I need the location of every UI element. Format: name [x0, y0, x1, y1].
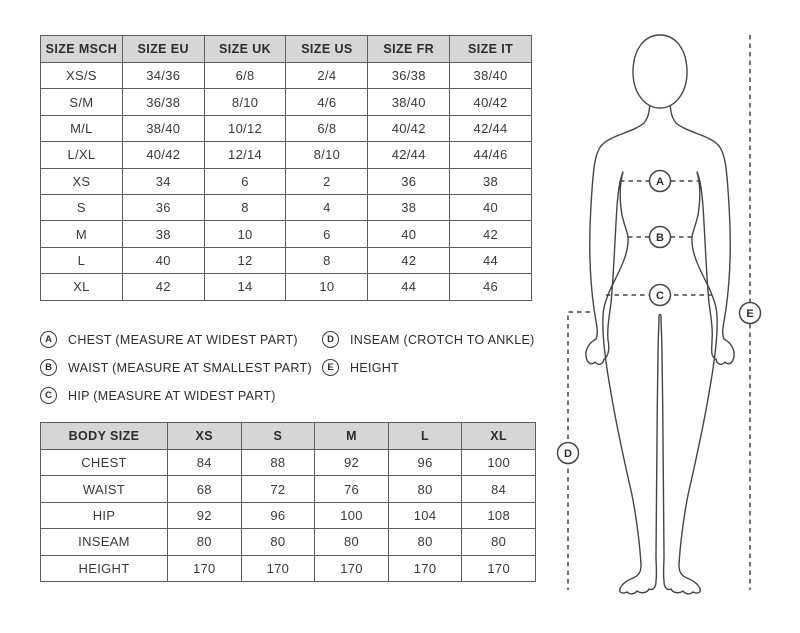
marker-chest-letter: A	[656, 176, 664, 188]
value-cell: 2/4	[286, 63, 368, 89]
row-label-cell: CHEST	[41, 450, 168, 476]
value-cell: 36	[368, 168, 450, 194]
value-cell: 46	[450, 274, 532, 300]
row-label-cell: L	[41, 247, 123, 273]
value-cell: 4/6	[286, 89, 368, 115]
value-cell: 92	[315, 450, 389, 476]
column-header: L	[388, 423, 462, 450]
value-cell: 80	[462, 529, 536, 555]
value-cell: 104	[388, 502, 462, 528]
value-cell: 170	[315, 555, 389, 581]
value-cell: 80	[168, 529, 242, 555]
row-label-cell: WAIST	[41, 476, 168, 502]
value-cell: 44	[450, 247, 532, 273]
row-label-cell: XS	[41, 168, 123, 194]
legend-item-a	[40, 329, 322, 350]
female-body-outline-illustration	[550, 25, 790, 615]
table-row	[41, 194, 532, 220]
size-conversion-table-head	[41, 36, 532, 63]
legend-item-label: WAIST (MEASURE AT SMALLEST PART)	[68, 360, 312, 375]
marker-height	[740, 303, 761, 324]
value-cell: 96	[388, 450, 462, 476]
column-header: SIZE US	[286, 36, 368, 63]
value-cell: 80	[388, 529, 462, 555]
value-cell: 84	[462, 476, 536, 502]
table-row	[41, 450, 536, 476]
value-cell: 80	[388, 476, 462, 502]
body-size-table-head	[41, 423, 536, 450]
table-row	[41, 89, 532, 115]
head-outline	[633, 35, 687, 108]
value-cell: 40/42	[368, 115, 450, 141]
value-cell: 42/44	[368, 142, 450, 168]
column-header: SIZE MSCH	[41, 36, 123, 63]
row-label-cell: S	[41, 194, 123, 220]
header-row	[41, 423, 536, 450]
value-cell: 14	[204, 274, 286, 300]
size-conversion-table-body	[41, 63, 532, 301]
value-cell: 40	[122, 247, 204, 273]
value-cell: 8	[286, 247, 368, 273]
column-header: BODY SIZE	[41, 423, 168, 450]
value-cell: 68	[168, 476, 242, 502]
value-cell: 170	[462, 555, 536, 581]
legend-column-right	[322, 329, 535, 378]
column-header: SIZE UK	[204, 36, 286, 63]
value-cell: 38/40	[368, 89, 450, 115]
header-row	[41, 36, 532, 63]
marker-waist	[650, 227, 671, 248]
legend-marker-circle: A	[40, 331, 57, 348]
value-cell: 34	[122, 168, 204, 194]
value-cell: 80	[315, 529, 389, 555]
value-cell: 2	[286, 168, 368, 194]
body-measurement-figure	[550, 25, 790, 615]
value-cell: 96	[241, 502, 315, 528]
row-label-cell: XL	[41, 274, 123, 300]
value-cell: 44/46	[450, 142, 532, 168]
value-cell: 44	[368, 274, 450, 300]
value-cell: 10	[204, 221, 286, 247]
value-cell: 34/36	[122, 63, 204, 89]
value-cell: 92	[168, 502, 242, 528]
legend-item-label: CHEST (MEASURE AT WIDEST PART)	[68, 332, 298, 347]
value-cell: 10	[286, 274, 368, 300]
table-row	[41, 221, 532, 247]
value-cell: 40	[450, 194, 532, 220]
value-cell: 10/12	[204, 115, 286, 141]
legend-marker-circle: D	[322, 331, 339, 348]
value-cell: 38	[368, 194, 450, 220]
marker-inseam	[558, 443, 579, 464]
legend-item-label: HIP (MEASURE AT WIDEST PART)	[68, 388, 276, 403]
column-header: SIZE IT	[450, 36, 532, 63]
table-row	[41, 274, 532, 300]
row-label-cell: S/M	[41, 89, 123, 115]
legend-marker-circle: C	[40, 387, 57, 404]
legend-item-c	[40, 385, 322, 406]
legend-item-b	[40, 357, 322, 378]
row-label-cell: L/XL	[41, 142, 123, 168]
value-cell: 42	[450, 221, 532, 247]
column-header: SIZE FR	[368, 36, 450, 63]
body-size-table	[40, 422, 536, 582]
value-cell: 12	[204, 247, 286, 273]
value-cell: 100	[315, 502, 389, 528]
table-row	[41, 555, 536, 581]
value-cell: 40/42	[122, 142, 204, 168]
value-cell: 42	[122, 274, 204, 300]
table-row	[41, 502, 536, 528]
value-cell: 72	[241, 476, 315, 502]
value-cell: 4	[286, 194, 368, 220]
value-cell: 38	[122, 221, 204, 247]
value-cell: 42	[368, 247, 450, 273]
value-cell: 170	[241, 555, 315, 581]
table-row	[41, 247, 532, 273]
column-header: S	[241, 423, 315, 450]
table-row	[41, 142, 532, 168]
marker-waist-letter: B	[656, 232, 664, 244]
table-row	[41, 63, 532, 89]
value-cell: 8/10	[286, 142, 368, 168]
marker-height-letter: E	[746, 308, 754, 320]
value-cell: 88	[241, 450, 315, 476]
value-cell: 12/14	[204, 142, 286, 168]
value-cell: 170	[168, 555, 242, 581]
value-cell: 80	[241, 529, 315, 555]
value-cell: 38/40	[450, 63, 532, 89]
legend-item-label: HEIGHT	[350, 360, 400, 375]
table-row	[41, 476, 536, 502]
measurement-legend	[40, 329, 540, 406]
value-cell: 84	[168, 450, 242, 476]
table-row	[41, 168, 532, 194]
value-cell: 6	[204, 168, 286, 194]
value-cell: 100	[462, 450, 536, 476]
marker-chest	[650, 171, 671, 192]
column-header: XL	[462, 423, 536, 450]
row-label-cell: HIP	[41, 502, 168, 528]
row-label-cell: INSEAM	[41, 529, 168, 555]
size-conversion-table	[40, 35, 532, 301]
legend-marker-circle: B	[40, 359, 57, 376]
value-cell: 76	[315, 476, 389, 502]
value-cell: 8	[204, 194, 286, 220]
marker-hip-letter: C	[656, 290, 664, 302]
value-cell: 38/40	[122, 115, 204, 141]
value-cell: 40/42	[450, 89, 532, 115]
marker-inseam-letter: D	[564, 448, 572, 460]
value-cell: 8/10	[204, 89, 286, 115]
column-header: XS	[168, 423, 242, 450]
body-size-table-body	[41, 450, 536, 582]
legend-item-e	[322, 357, 535, 378]
column-header: M	[315, 423, 389, 450]
row-label-cell: XS/S	[41, 63, 123, 89]
legend-item-d	[322, 329, 535, 350]
value-cell: 36/38	[122, 89, 204, 115]
legend-item-label: INSEAM (CROTCH TO ANKLE)	[350, 332, 535, 347]
value-cell: 42/44	[450, 115, 532, 141]
value-cell: 38	[450, 168, 532, 194]
value-cell: 6/8	[286, 115, 368, 141]
row-label-cell: M/L	[41, 115, 123, 141]
legend-column-left	[40, 329, 322, 406]
value-cell: 40	[368, 221, 450, 247]
legend-marker-circle: E	[322, 359, 339, 376]
value-cell: 170	[388, 555, 462, 581]
column-header: SIZE EU	[122, 36, 204, 63]
table-row	[41, 529, 536, 555]
value-cell: 36	[122, 194, 204, 220]
value-cell: 36/38	[368, 63, 450, 89]
row-label-cell: HEIGHT	[41, 555, 168, 581]
row-label-cell: M	[41, 221, 123, 247]
value-cell: 6/8	[204, 63, 286, 89]
value-cell: 6	[286, 221, 368, 247]
value-cell: 108	[462, 502, 536, 528]
marker-hip	[650, 285, 671, 306]
table-row	[41, 115, 532, 141]
